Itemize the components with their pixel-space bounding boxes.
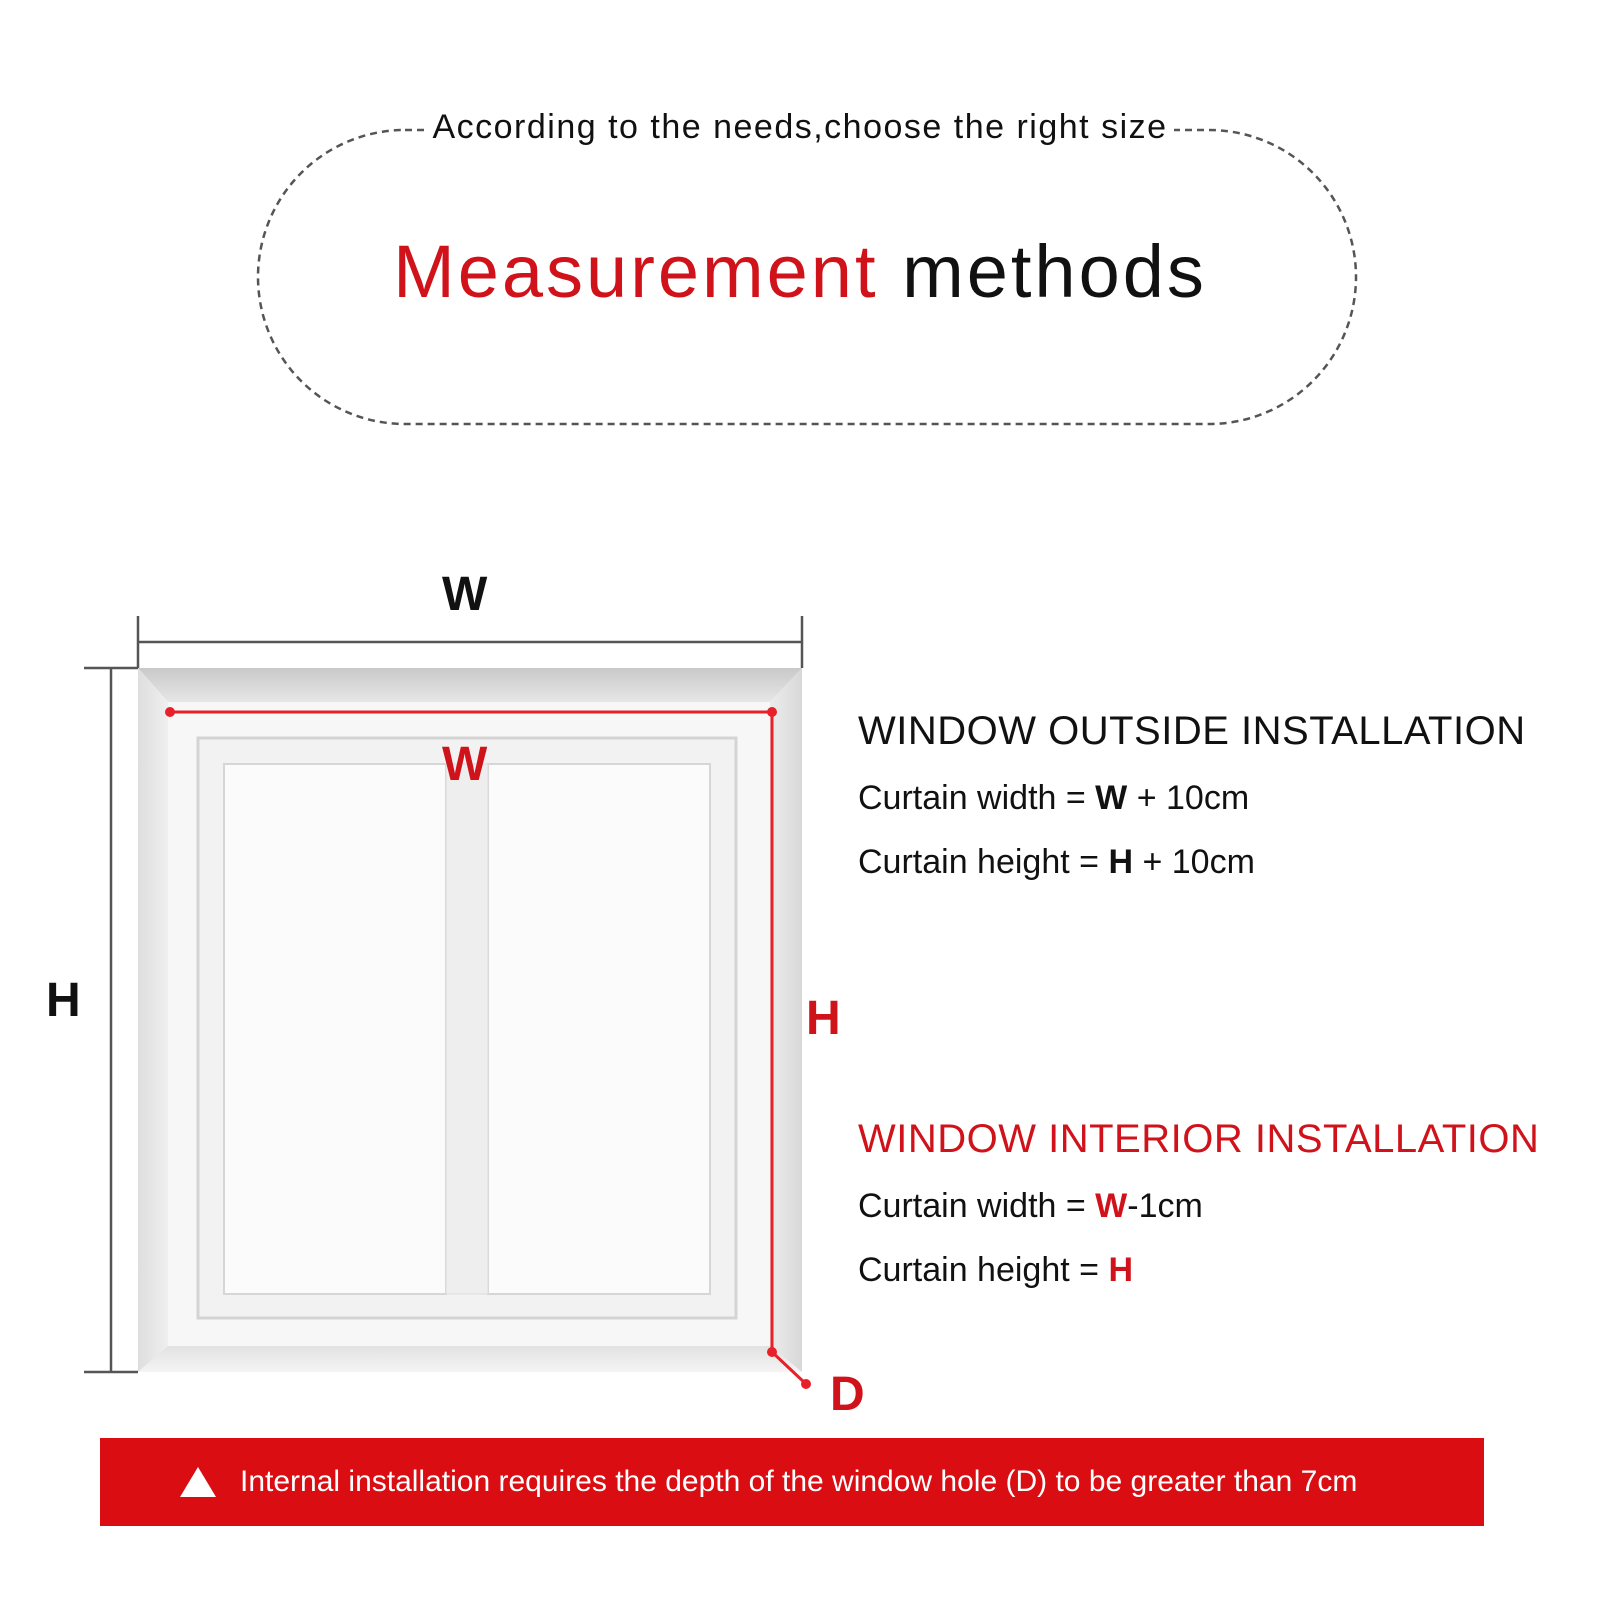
- interior-installation-section: [858, 1116, 1578, 1290]
- title-red-word: Measurement: [393, 230, 879, 313]
- window-pane-left: [224, 764, 446, 1294]
- title-black-word: methods: [902, 230, 1207, 313]
- depth-label: D: [830, 1368, 865, 1421]
- inner-corner-dot: [767, 707, 777, 717]
- recess-bottom-bevel: [138, 1346, 802, 1372]
- warning-triangle-icon: [180, 1467, 216, 1497]
- recess-right-bevel: [770, 668, 802, 1372]
- outside-installation-section: [858, 708, 1578, 882]
- outer-width-dimension: [138, 616, 802, 668]
- depth-end-dot: [801, 1379, 811, 1389]
- header-subtitle: According to the needs,choose the right size: [0, 108, 1600, 147]
- inner-height-end-dot: [767, 1347, 777, 1357]
- outer-width-label: W: [442, 568, 488, 621]
- outside-width-formula: Curtain width = W + 10cm: [858, 779, 1250, 817]
- outside-installation-heading: WINDOW OUTSIDE INSTALLATION: [858, 709, 1526, 753]
- outer-height-dimension: [84, 668, 138, 1372]
- warning-text: Internal installation requires the depth of the window hole (D) to be greater than 7cm: [240, 1465, 1358, 1498]
- interior-installation-heading: WINDOW INTERIOR INSTALLATION: [858, 1117, 1540, 1161]
- inner-height-label: H: [806, 992, 841, 1045]
- warning-banner: [100, 1438, 1484, 1526]
- outer-height-label: H: [46, 974, 81, 1027]
- recess-top-bevel: [138, 668, 802, 702]
- inner-width-start-dot: [165, 707, 175, 717]
- outside-height-formula: Curtain height = H + 10cm: [858, 843, 1255, 881]
- recess-left-bevel: [138, 668, 168, 1372]
- page-title: [0, 232, 1600, 312]
- inner-width-label: W: [442, 738, 488, 791]
- interior-height-formula: Curtain height = H: [858, 1251, 1133, 1289]
- interior-width-formula: Curtain width = W-1cm: [858, 1187, 1203, 1225]
- window-mullion: [446, 764, 488, 1294]
- window-pane-right: [488, 764, 710, 1294]
